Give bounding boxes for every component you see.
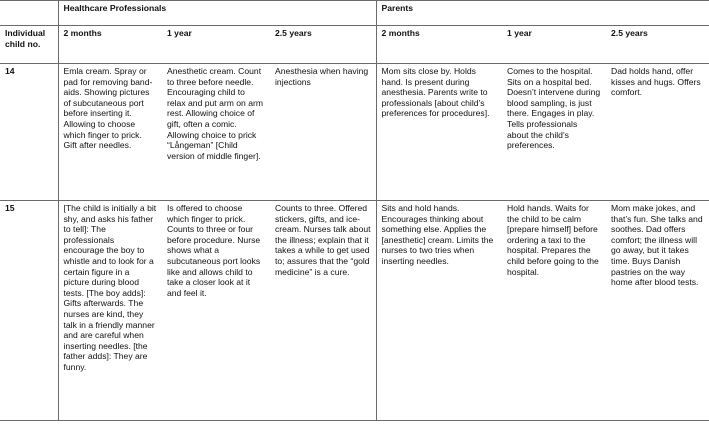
parents-1-year-cell: Hold hands. Waits for the child to be calm [prepare himself] before ordering a taxi to the hospital. Prepares the child before going to the hospital. [502, 201, 606, 421]
parents-2-months-header: 2 months [376, 26, 502, 64]
group-healthcare-professionals: Healthcare Professionals [58, 1, 376, 26]
timepoint-header-row [0, 26, 709, 64]
hp-1-year-cell: Is offered to choose which finger to prick. Counts to three or four before procedure. Nurse shows what a subcutaneous port looks like and allows child to take a closer look at it and feel it. [162, 201, 270, 421]
child-number: 14 [0, 64, 58, 201]
hp-1-year-header: 1 year [162, 26, 270, 64]
group-parents: Parents [376, 1, 709, 26]
parents-1-year-header: 1 year [502, 26, 606, 64]
parents-2-5-years-cell: Mom make jokes, and that’s fun. She talks and soothes. Dad offers comfort; the illness will go away, but it takes time. Buys Danish pastries on the way home after blood tests. [606, 201, 709, 421]
hp-2-5-years-cell: Anesthesia when having injections [270, 64, 376, 201]
parents-2-5-years-cell: Dad holds hand, offer kisses and hugs. Offers comfort. [606, 64, 709, 201]
parents-1-year-cell: Comes to the hospital. Sits on a hospital bed. Doesn’t intervene during blood sampling, is just there. Engages in play. Tells professionals about the child’s preferences. [502, 64, 606, 201]
hp-2-months-header: 2 months [58, 26, 162, 64]
group-header-row [0, 1, 709, 26]
hp-1-year-cell: Anesthetic cream. Count to three before needle. Encouraging child to relax and put arm on arm rest. Allowing choice of gift, often a comic. Allowing choice to prick “Långeman” [Child version of middle finger]. [162, 64, 270, 201]
parents-2-5-years-header: 2.5 years [606, 26, 709, 64]
corner-cell [0, 1, 58, 26]
hp-2-months-cell: Emla cream. Spray or pad for removing band-aids. Showing pictures of subcutaneous port before inserting it. Allowing to choose which finger to prick. Gift after needles. [58, 64, 162, 201]
parents-2-months-cell: Sits and hold hands. Encourages thinking about something else. Applies the [anesthetic] cream. Limits the nurses to two tries when inserting needles. [376, 201, 502, 421]
table-row [0, 64, 709, 201]
parents-2-months-cell: Mom sits close by. Holds hand. Is present during anesthesia. Parents write to professionals [about child’s preferences for procedures]. [376, 64, 502, 201]
child-no-header: Individual child no. [0, 26, 58, 64]
hp-2-5-years-cell: Counts to three. Offered stickers, gifts, and ice-cream. Nurses talk about the illness; explain that it takes a while to get used to; assures that the “gold medicine” is a cure. [270, 201, 376, 421]
table-row [0, 201, 709, 421]
child-number: 15 [0, 201, 58, 421]
hp-2-5-years-header: 2.5 years [270, 26, 376, 64]
hp-2-months-cell: [The child is initially a bit shy, and asks his father to tell]: The professionals encourage the boy to whistle and to look for a certain figure in a picture during blood tests. [The boy adds]: Gifts afterwards. The nurses are kind, they talk in a friendly manner and are careful when inserting needles. [the father adds]: They are funny. [58, 201, 162, 421]
